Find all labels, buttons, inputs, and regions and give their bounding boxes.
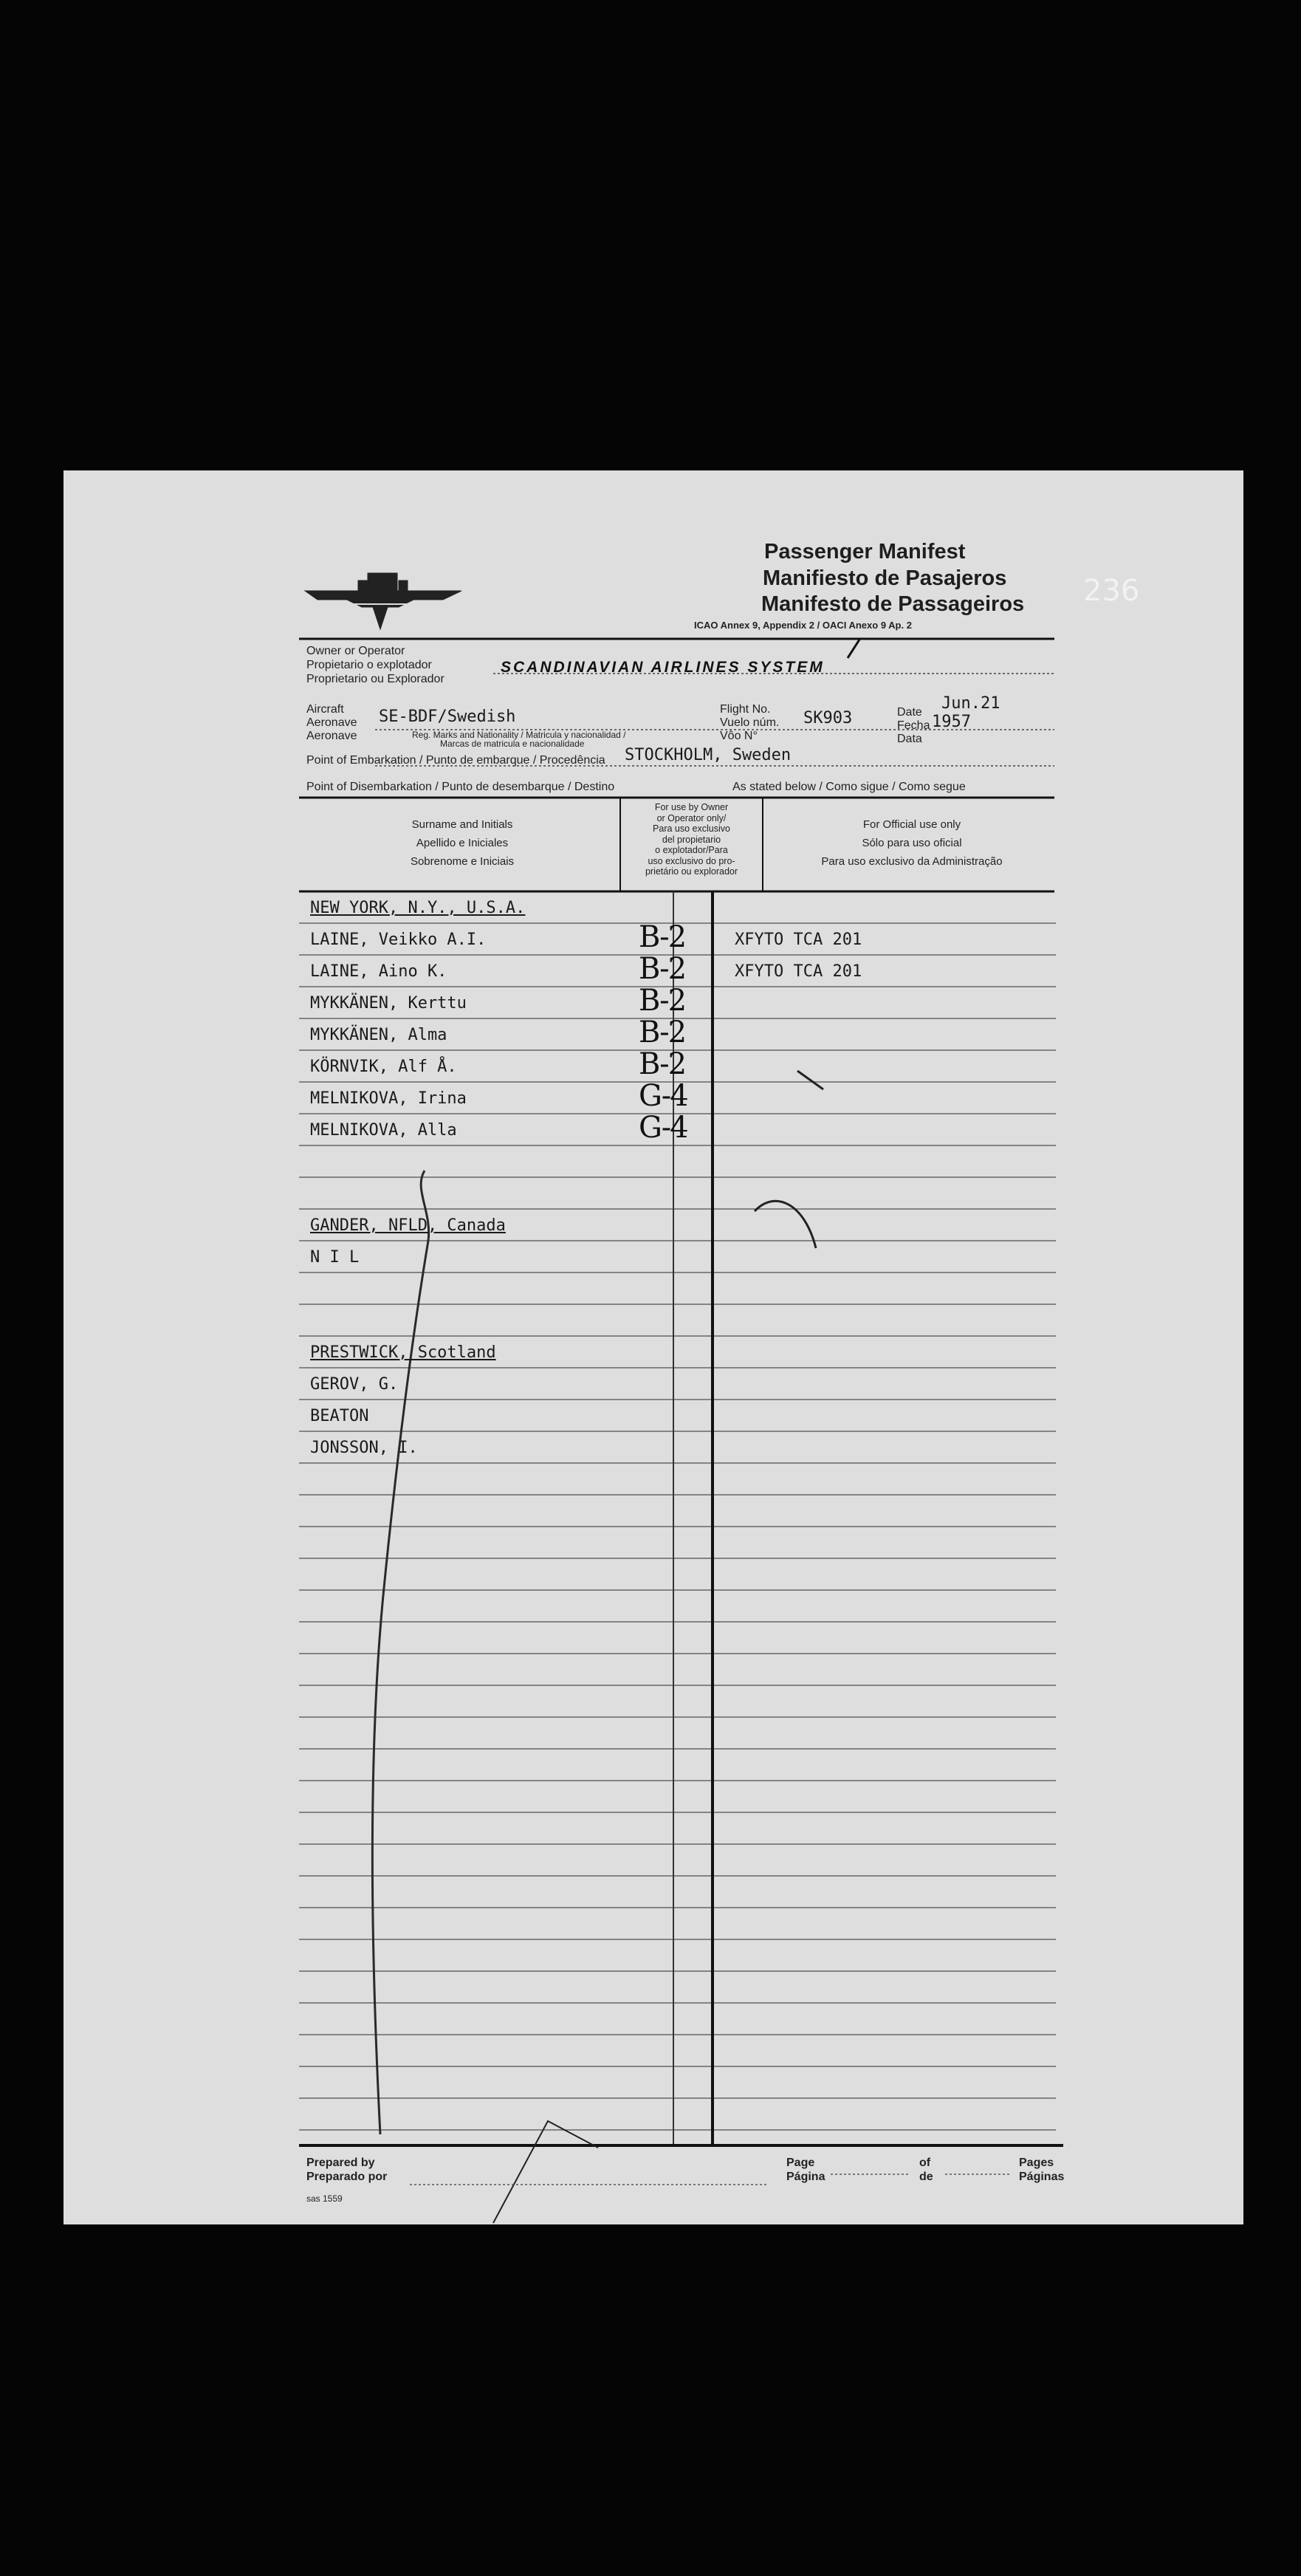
- official-code: XFYTO TCA 201: [735, 962, 862, 981]
- page-number: 236: [1083, 574, 1140, 608]
- table-row: [299, 1343, 1056, 1375]
- passenger-name: MELNIKOVA, Alla: [310, 1121, 457, 1140]
- page-label-en: Page: [786, 2157, 815, 2169]
- table-row: [299, 1312, 1056, 1343]
- disembarkation-label: Point of Disembarkation / Punto de desembarque / Destino: [306, 781, 615, 793]
- table-row: [299, 1248, 1056, 1280]
- table-row: [299, 1280, 1056, 1312]
- aircraft-label-pt: Aeronave: [306, 730, 357, 742]
- column-header-operator: For use by Owner or Operator only/ Para uso exclusivo del propietario o explotador/Para uso exclusivo do pro- prietário ou explorador: [645, 802, 738, 877]
- prepared-by-label-en: Prepared by: [306, 2157, 375, 2169]
- flight-label-en: Flight No.: [720, 703, 771, 716]
- table-row: [299, 1185, 1056, 1216]
- table-row: [299, 1216, 1056, 1248]
- passenger-name: BEATON: [310, 1407, 369, 1425]
- operator-mark: B-2: [639, 1015, 686, 1049]
- passenger-name: JONSSON, I.: [310, 1439, 418, 1457]
- title-pt: Manifesto de Passageiros: [761, 592, 1025, 616]
- operator-mark: B-2: [639, 952, 686, 986]
- table-row: [299, 1407, 1056, 1439]
- table-row: [299, 1375, 1056, 1407]
- date-month-value: Jun.21: [941, 694, 1000, 713]
- passenger-name: MYKKÄNEN, Alma: [310, 1026, 447, 1044]
- aircraft-marks-note: Reg. Marks and Nationality / Matricula y nacionalidad /: [412, 730, 626, 740]
- airline-logo-icon: [305, 573, 461, 629]
- handwritten-corner-icon: [493, 2121, 598, 2223]
- passenger-name: MELNIKOVA, Irina: [310, 1089, 467, 1108]
- column-header-official: For Official use only Sólo para uso oficial Para uso exclusivo da Administração: [821, 818, 1003, 868]
- owner-label-es: Propietario o explotador: [306, 659, 432, 671]
- owner-label-pt: Proprietario ou Explorador: [306, 673, 444, 685]
- passenger-name: GEROV, G.: [310, 1375, 399, 1394]
- disembarkation-note: As stated below / Como sigue / Como segue: [732, 781, 966, 793]
- aircraft-value: SE-BDF/Swedish: [379, 708, 516, 726]
- operator-mark: G-4: [639, 1079, 687, 1113]
- embarkation-label: Point of Embarkation / Punto de embarque / Procedência: [306, 754, 605, 767]
- aircraft-marks-note-2: Marcas de matricula e nacionalidade: [440, 739, 585, 749]
- passenger-name: NEW YORK, N.Y., U.S.A.: [310, 899, 526, 917]
- operator-mark: B-2: [639, 920, 686, 954]
- passenger-name: LAINE, Veikko A.I.: [310, 931, 487, 949]
- title-en: Passenger Manifest: [764, 540, 966, 564]
- operator-mark: B-2: [639, 1047, 686, 1081]
- passenger-name: KÖRNVIK, Alf Å.: [310, 1058, 457, 1076]
- date-label-en: Date: [897, 706, 922, 719]
- flight-label-pt: Vôo N°: [720, 730, 758, 742]
- official-code: XFYTO TCA 201: [735, 931, 862, 949]
- of-label-pt: de: [919, 2171, 933, 2183]
- passenger-name: PRESTWICK, Scotland: [310, 1343, 496, 1362]
- table-row: [299, 1153, 1056, 1185]
- flight-label-es: Vuelo núm.: [720, 716, 780, 729]
- form-code: sas 1559: [306, 2193, 343, 2204]
- table-row: [299, 1439, 1056, 1470]
- operator-mark: B-2: [639, 984, 686, 1018]
- table-row: [299, 1111, 1056, 1153]
- owner-label-en: Owner or Operator: [306, 645, 405, 657]
- date-label-es: Fecha: [897, 719, 930, 732]
- pages-label-en: Pages: [1019, 2157, 1054, 2169]
- owner-value: SCANDINAVIAN AIRLINES SYSTEM: [501, 659, 825, 676]
- annex-note: ICAO Annex 9, Appendix 2 / OACI Anexo 9 Ap. 2: [694, 620, 912, 631]
- pages-label-pt: Páginas: [1019, 2171, 1065, 2183]
- passenger-name: LAINE, Aino K.: [310, 962, 447, 981]
- aircraft-label-en: Aircraft: [306, 703, 344, 716]
- passenger-name: MYKKÄNEN, Kerttu: [310, 994, 467, 1013]
- date-year-value: 1957: [932, 713, 971, 731]
- date-label-pt: Data: [897, 733, 922, 745]
- title-es: Manifiesto de Pasajeros: [763, 566, 1007, 590]
- page-label-pt: Página: [786, 2171, 825, 2183]
- aircraft-label-es: Aeronave: [306, 716, 357, 729]
- flight-value: SK903: [803, 709, 853, 727]
- column-header-surname: Surname and Initials Apellido e Iniciales Sobrenome e Iniciais: [410, 818, 515, 868]
- passenger-name: N I L: [310, 1248, 360, 1267]
- prepared-by-label-pt: Preparado por: [306, 2171, 388, 2183]
- of-label-en: of: [919, 2157, 931, 2169]
- operator-mark: G-4: [639, 1111, 687, 1145]
- passenger-name: GANDER, NFLD, Canada: [310, 1216, 506, 1235]
- embarkation-value: STOCKHOLM, Sweden: [625, 746, 792, 764]
